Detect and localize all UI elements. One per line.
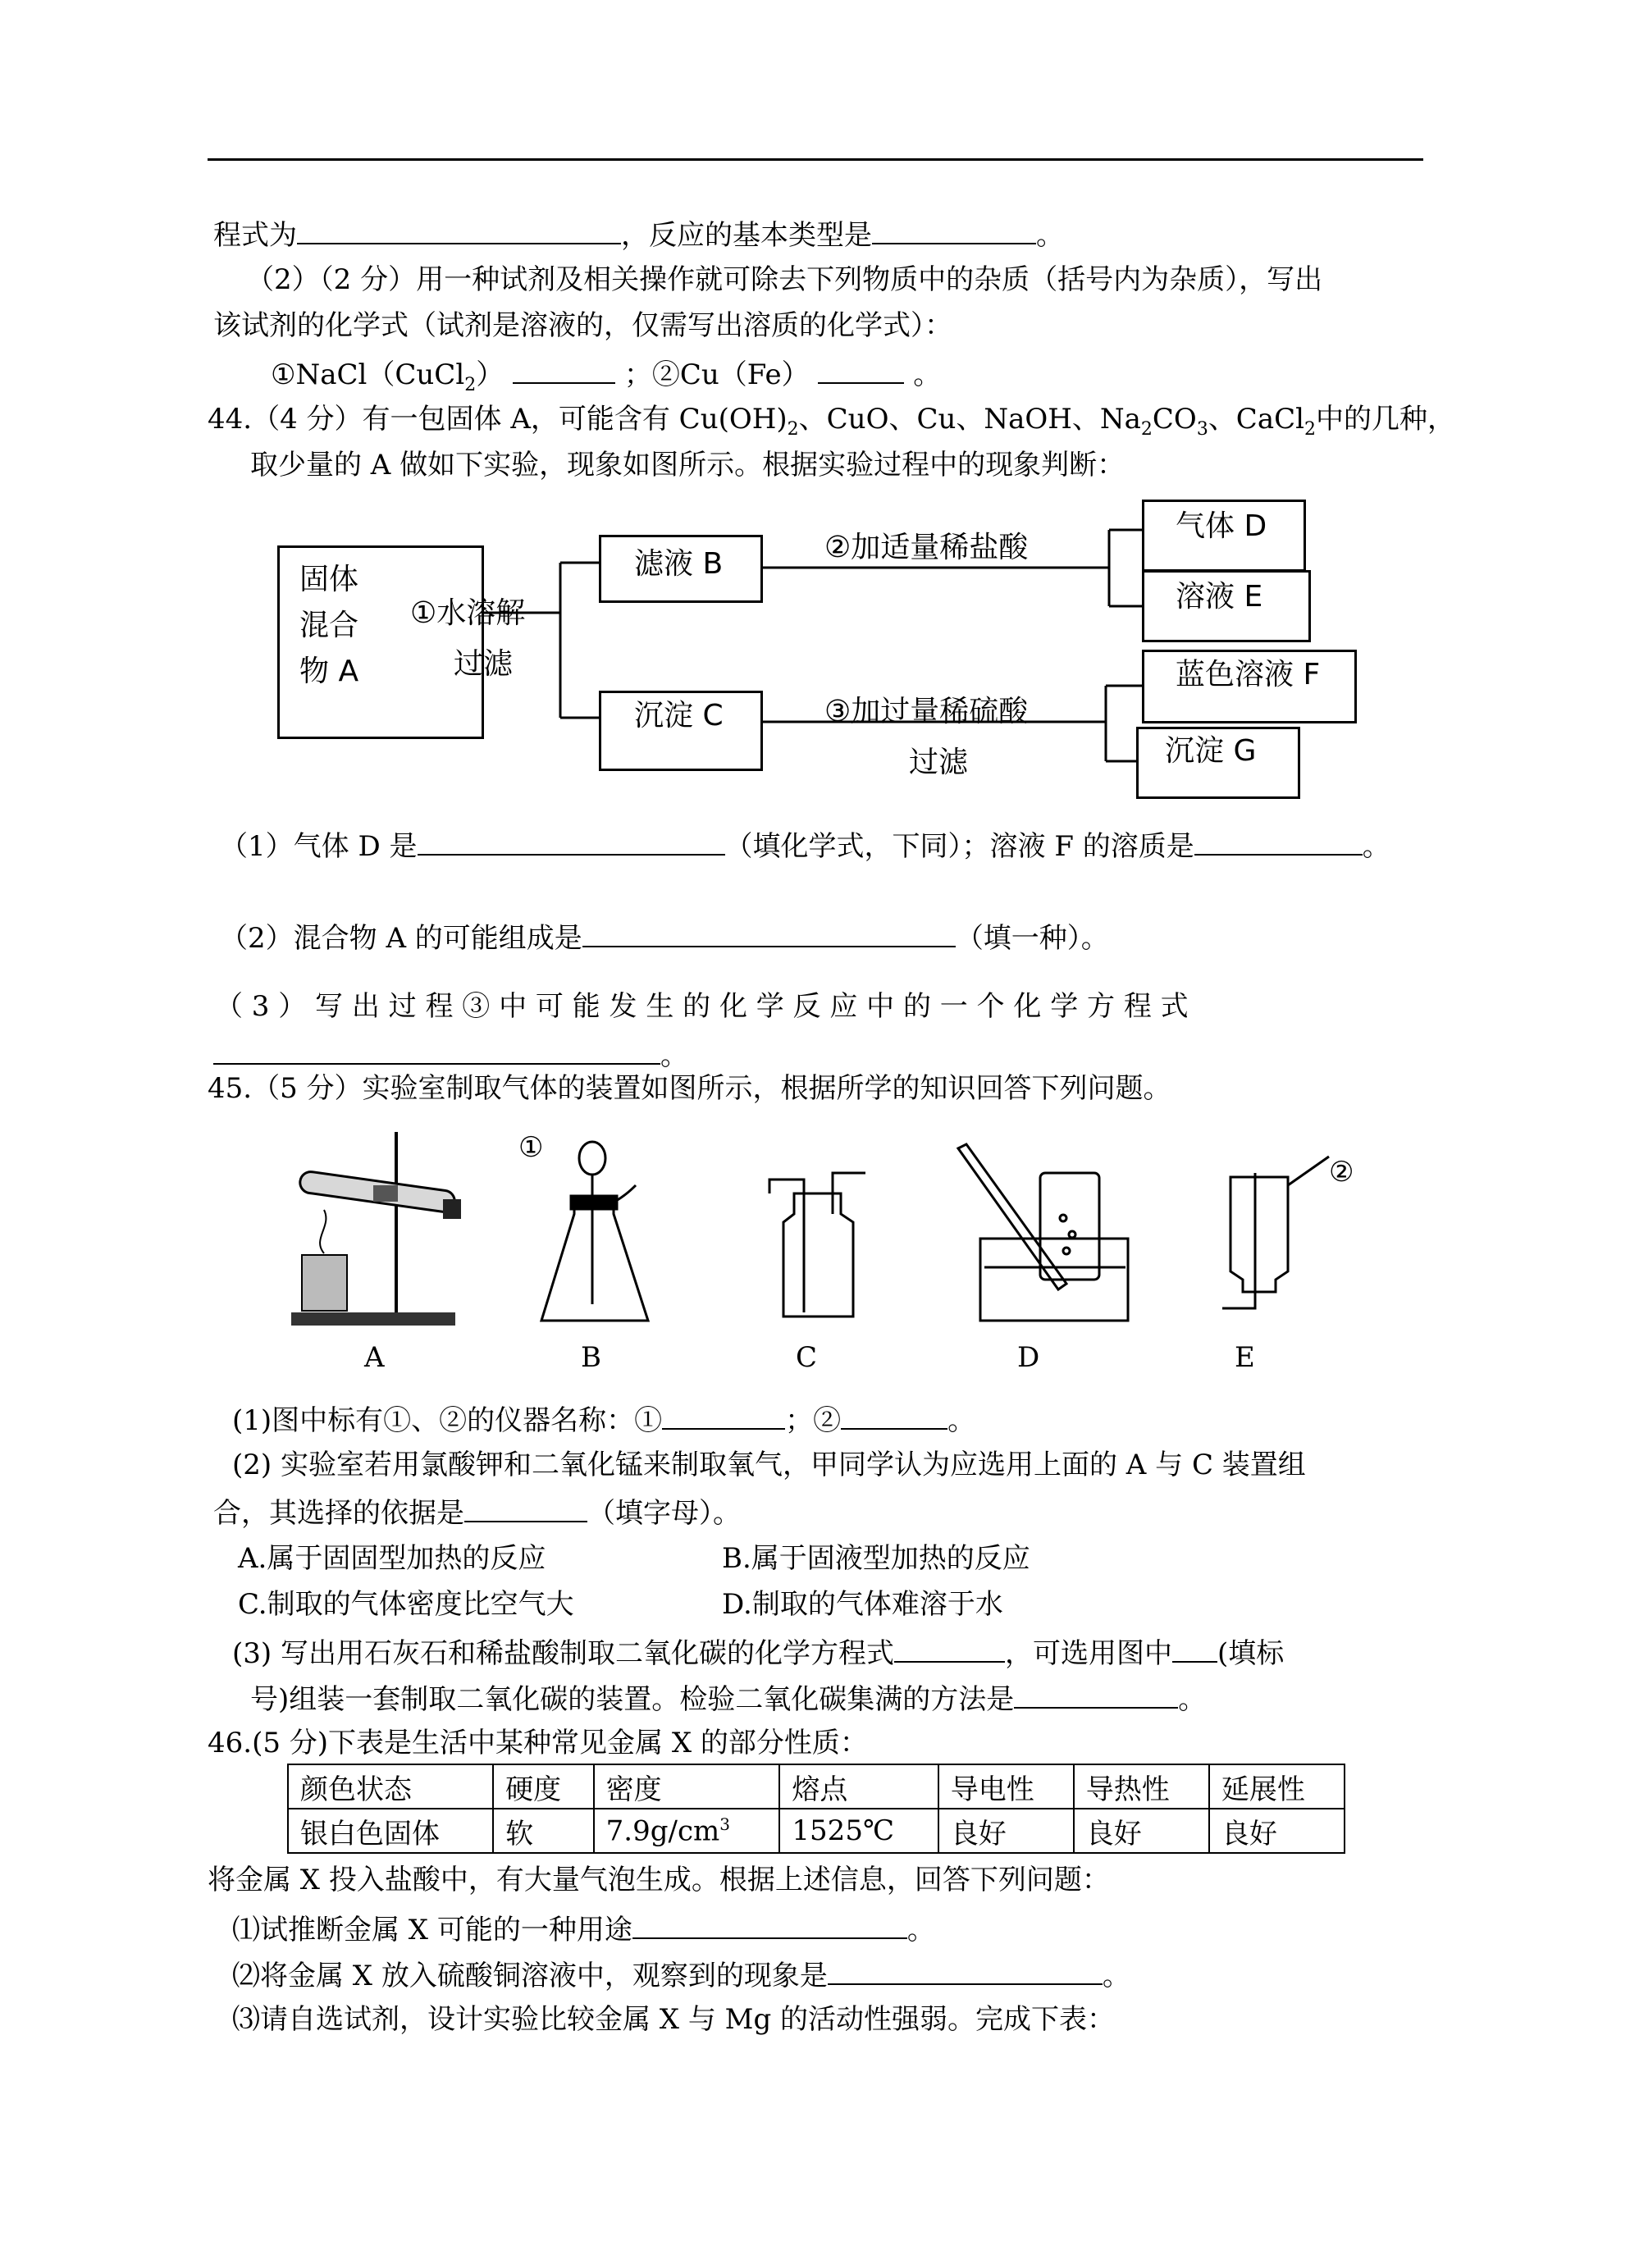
precipitate-g-label: 沉淀 G: [1165, 734, 1257, 768]
table-cell: 良好: [938, 1809, 1074, 1853]
q43-item1-end: ）: [476, 358, 505, 391]
table-header-cell: 熔点: [779, 1764, 938, 1809]
q45-sub3-line1: [232, 1633, 1284, 1672]
q45-sub2-text-a: 合，其选择的依据是: [213, 1497, 464, 1530]
q45-sub1-text-b: ；②: [785, 1404, 842, 1437]
density-unit-sup: 3: [719, 1814, 730, 1834]
gas-d-blank[interactable]: [418, 826, 725, 856]
instrument-mark-1: ①: [518, 1131, 544, 1164]
q45-sub3-text-b: ，可选用图中: [1004, 1637, 1172, 1670]
q46-sub2: [232, 1955, 1130, 1994]
apparatus-label-b: B: [581, 1341, 601, 1374]
q43-line1-text-a: 程式为: [213, 219, 297, 252]
precipitate-c-label: 沉淀 C: [634, 699, 724, 732]
q44-heading-line2: 取少量的 A 做如下实验，现象如图所示。根据实验过程中的现象判断：: [250, 449, 1125, 481]
apparatus-figure: [0, 1107, 1630, 1435]
q43-item1-sub: 2: [464, 374, 477, 395]
q46-sub2-end: 。: [1102, 1960, 1130, 1992]
q44-sub-na2: 2: [1140, 418, 1153, 440]
q44-head-part3: CO: [1152, 403, 1197, 436]
step3-label-acid: ③加过量稀硫酸: [824, 695, 1029, 728]
q45-sub1-end: 。: [947, 1404, 976, 1437]
q43-part2-line1: （2）（2 分）用一种试剂及相关操作就可除去下列物质中的杂质（括号内为杂质），写出: [246, 263, 1323, 296]
q43-item2-end: 。: [913, 358, 942, 391]
q45-option-a: A.属于固固型加热的反应: [238, 1542, 546, 1575]
phenomenon-blank[interactable]: [828, 1955, 1103, 1985]
solution-e-label: 溶液 E: [1176, 580, 1263, 614]
apparatus-choice-blank[interactable]: [1172, 1633, 1217, 1663]
apparatus-b: [541, 1142, 648, 1321]
q44-head-part1: 44.（4 分）有一包固体 A，可能含有 Cu(OH): [208, 403, 788, 436]
q44-head-part2: 、CuO、Cu、NaOH、Na: [798, 403, 1141, 436]
q45-sub3-text-c: (填标: [1217, 1637, 1285, 1670]
table-header-row: [288, 1764, 1345, 1809]
blue-solution-f-label: 蓝色溶液 F: [1176, 658, 1321, 691]
q44-sub-co3: 3: [1196, 418, 1208, 440]
step1-label-dissolve: ①水溶解: [410, 596, 526, 630]
q45-sub3-text-a: (3) 写出用石灰石和稀盐酸制取二氧化碳的化学方程式: [232, 1637, 894, 1670]
gas-d-label: 气体 D: [1176, 509, 1267, 543]
table-header-cell: 导热性: [1074, 1764, 1209, 1809]
table-cell: 银白色固体: [288, 1809, 493, 1853]
q45-option-d: D.制取的气体难溶于水: [722, 1588, 1003, 1621]
apparatus-d: [958, 1144, 1128, 1321]
solid-mixture-label-2: 混合: [299, 609, 359, 642]
q43-item1-text: ①NaCl（CuCl: [271, 358, 465, 391]
q44-head-part4: 、CaCl: [1208, 403, 1304, 436]
q45-option-b: B.属于固液型加热的反应: [722, 1542, 1030, 1575]
table-header-cell: 密度: [594, 1764, 780, 1809]
table-cell: 软: [493, 1809, 594, 1853]
co2-full-test-blank[interactable]: [1014, 1679, 1178, 1709]
q44-sub2-text-b: （填一种）。: [955, 922, 1109, 955]
q46-sub1: [232, 1910, 935, 1948]
q44-sub1-text-a: （1）气体 D 是: [220, 830, 418, 863]
q44-sub3-line1: （ 3 ） 写 出 过 程 ③ 中 可 能 发 生 的 化 学 反 应 中 的 一 个 化 学 方 程 式: [215, 990, 1189, 1023]
filtrate-b-label: 滤液 B: [634, 547, 724, 581]
q45-sub3-text-d: 号)组装一套制取二氧化碳的装置。检验二氧化碳集满的方法是: [250, 1683, 1015, 1716]
apparatus-label-c: C: [796, 1341, 818, 1374]
q45-sub2-line2: [213, 1493, 741, 1531]
q46-after-table: 将金属 X 投入盐酸中，有大量气泡生成。根据上述信息，回答下列问题：: [208, 1864, 1110, 1896]
flow-connectors: [0, 0, 1630, 820]
instrument2-blank[interactable]: [841, 1400, 947, 1430]
q44-sub-cacl2: 2: [1304, 418, 1316, 440]
co2-equation-blank[interactable]: [894, 1633, 1005, 1663]
step3-label-filter: 过滤: [909, 746, 969, 779]
q45-sub3-line2: [250, 1679, 1206, 1718]
q44-sub2: [220, 918, 1109, 956]
density-value: 7.9g/cm: [605, 1814, 720, 1848]
q46-sub3: ⑶请自选试剂，设计实验比较金属 X 与 Mg 的活动性强弱。完成下表：: [232, 2003, 1116, 2036]
q44-sub2-text-a: （2）混合物 A 的可能组成是: [220, 922, 582, 955]
q45-sub3-end: 。: [1178, 1683, 1207, 1716]
q43-part2-line2: 该试剂的化学式（试剂是溶液的，仅需写出溶质的化学式）：: [213, 309, 952, 342]
step1-label-filter: 过滤: [454, 647, 514, 681]
apparatus-label-e: E: [1235, 1341, 1255, 1374]
q46-heading: 46.(5 分)下表是生活中某种常见金属 X 的部分性质：: [208, 1727, 868, 1759]
table-cell: 1525℃: [779, 1809, 938, 1853]
solid-mixture-label-1: 固体: [299, 563, 359, 596]
table-header-cell: 颜色状态: [288, 1764, 493, 1809]
mixture-composition-blank[interactable]: [582, 918, 956, 947]
q46-sub2-text: ⑵将金属 X 放入硫酸铜溶液中，观察到的现象是: [232, 1960, 828, 1992]
q43-line1-end: 。: [1036, 219, 1064, 252]
solid-mixture-label-3: 物 A: [299, 655, 359, 688]
table-cell: 良好: [1074, 1809, 1209, 1853]
q45-sub2-text-b: （填字母）。: [587, 1497, 741, 1530]
instrument1-blank[interactable]: [662, 1400, 785, 1430]
table-cell-density: [594, 1809, 780, 1853]
q44-sub3-end: 。: [660, 1039, 688, 1072]
solute-f-blank[interactable]: [1194, 826, 1363, 856]
table-header-cell: 导电性: [938, 1764, 1074, 1809]
q45-sub1-text-a: (1)图中标有①、②的仪器名称：①: [232, 1404, 663, 1437]
q45-sub1: [232, 1400, 975, 1439]
table-header-cell: 延展性: [1209, 1764, 1345, 1809]
basis-letter-blank[interactable]: [464, 1493, 587, 1522]
apparatus-label-a: A: [364, 1341, 385, 1374]
instrument-mark-2: ②: [1329, 1156, 1354, 1189]
step2-label: ②加适量稀盐酸: [824, 531, 1029, 564]
q44-sub1: [220, 826, 1390, 865]
apparatus-a: [291, 1132, 461, 1326]
metal-properties-table: [287, 1764, 1345, 1854]
q44-head-part5: 中的几种，: [1316, 403, 1455, 436]
q44-sub3-line2: [213, 1035, 688, 1074]
table-header-cell: 硬度: [493, 1764, 594, 1809]
q44-sub1-text-b: （填化学式，下同）；溶液 F 的溶质是: [724, 830, 1194, 863]
q46-sub1-end: 。: [906, 1914, 935, 1946]
apparatus-label-d: D: [1017, 1341, 1040, 1374]
q45-option-c: C.制取的气体密度比空气大: [238, 1588, 574, 1621]
q45-sub2-line1: (2) 实验室若用氯酸钾和二氧化锰来制取氧气，甲同学认为应选用上面的 A 与 C 装置组: [232, 1449, 1306, 1481]
q43-line1-text-b: ，反应的基本类型是: [621, 219, 872, 252]
q46-sub1-text: ⑴试推断金属 X 可能的一种用途: [232, 1914, 632, 1946]
q43-item2-text: ；②Cu（Fe）: [623, 358, 810, 391]
q44-sub1-end: 。: [1362, 830, 1390, 863]
apparatus-e: [1222, 1157, 1329, 1308]
q44-sub-cuoh2: 2: [787, 418, 799, 440]
apparatus-c: [769, 1173, 865, 1317]
q45-heading: 45.（5 分）实验室制取气体的装置如图所示，根据所学的知识回答下列问题。: [208, 1072, 1171, 1105]
metal-use-blank[interactable]: [632, 1910, 907, 1939]
table-cell: 良好: [1209, 1809, 1345, 1853]
table-row: [288, 1809, 1345, 1853]
process3-equation-blank[interactable]: [213, 1035, 660, 1065]
